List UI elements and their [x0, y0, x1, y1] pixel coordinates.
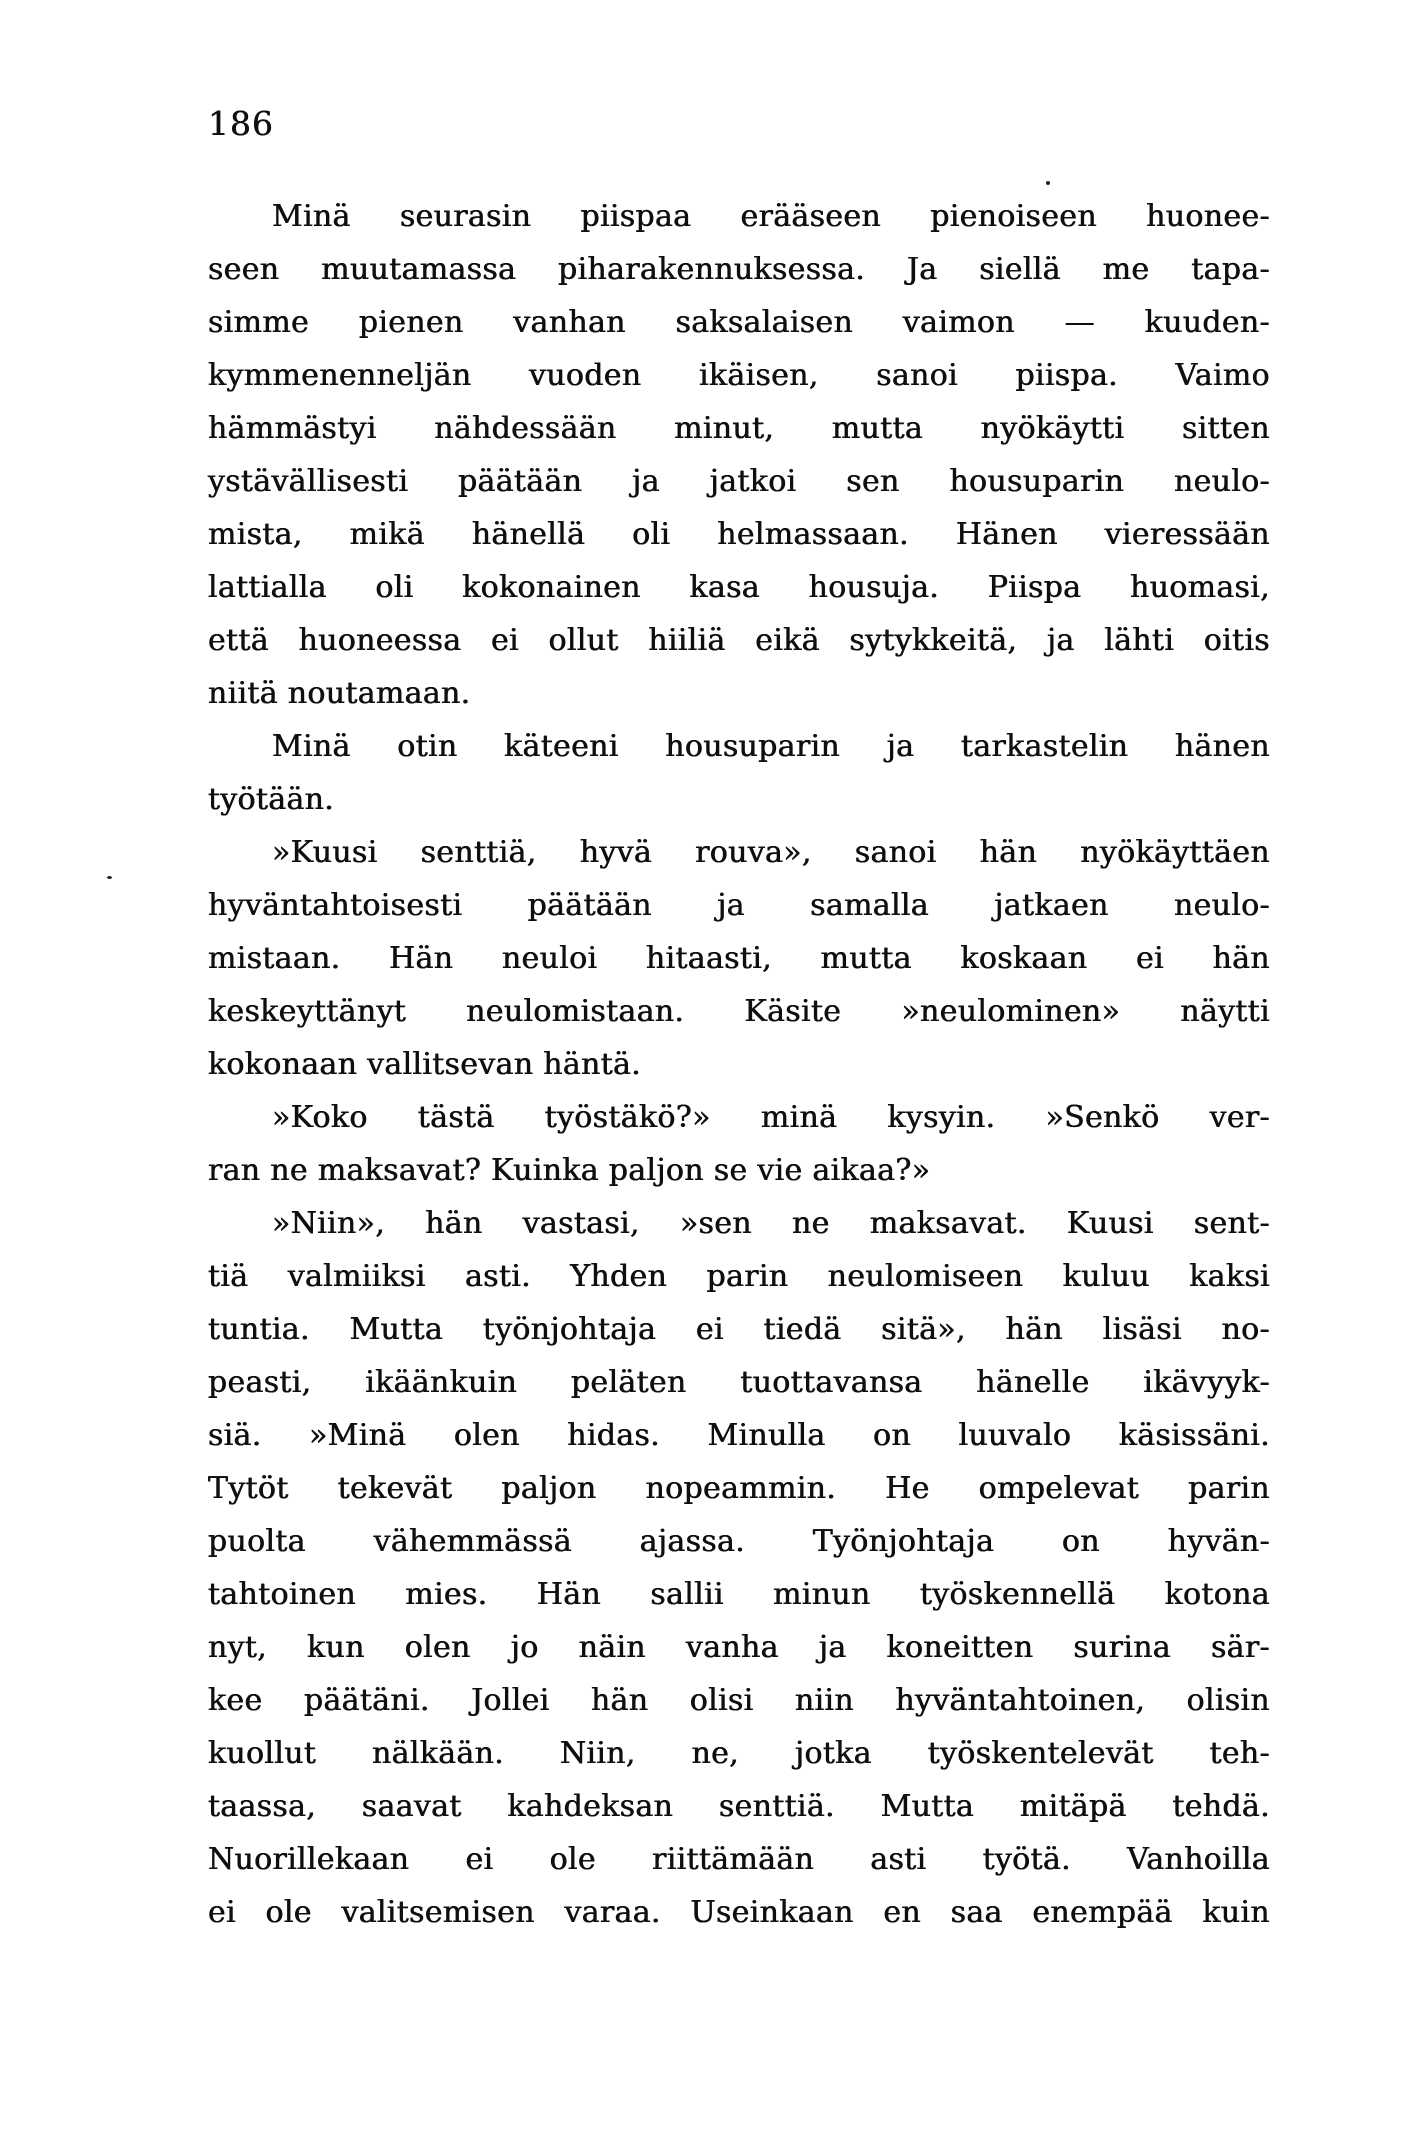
text-line: lattialla oli kokonainen kasa housuja. Piispa huomasi, [208, 570, 1270, 605]
text-line: että huoneessa ei ollut hiiliä eikä sytykkeitä, ja lähti oitis [208, 623, 1270, 658]
text-line: kee päätäni. Jollei hän olisi niin hyväntahtoinen, olisin [208, 1683, 1270, 1718]
text-line: niitä noutamaan. [208, 676, 471, 711]
text-line: mistaan. Hän neuloi hitaasti, mutta koskaan ei hän [208, 941, 1270, 976]
text-line: »Kuusi senttiä, hyvä rouva», sanoi hän nyökäyttäen [272, 835, 1270, 870]
text-line: tiä valmiiksi asti. Yhden parin neulomiseen kuluu kaksi [208, 1259, 1270, 1294]
text-line: kuollut nälkään. Niin, ne, jotka työskentelevät teh- [208, 1736, 1270, 1771]
page-number: 186 [208, 104, 274, 143]
text-line: hyväntahtoisesti päätään ja samalla jatkaen neulo- [208, 888, 1270, 923]
text-line: hämmästyi nähdessään minut, mutta nyökäytti sitten [208, 411, 1270, 446]
text-line: taassa, saavat kahdeksan senttiä. Mutta mitäpä tehdä. [208, 1789, 1270, 1824]
text-line: Tytöt tekevät paljon nopeammin. He ompelevat parin [208, 1471, 1270, 1506]
text-line: kokonaan vallitsevan häntä. [208, 1047, 642, 1082]
text-line: peasti, ikäänkuin peläten tuottavansa hänelle ikävyyk- [208, 1365, 1270, 1400]
text-line: »Niin», hän vastasi, »sen ne maksavat. Kuusi sent- [272, 1206, 1270, 1241]
text-line: siä. »Minä olen hidas. Minulla on luuvalo käsissäni. [208, 1418, 1270, 1453]
paragraph [208, 1091, 1270, 1197]
text-line: seen muutamassa piharakennuksessa. Ja siellä me tapa- [208, 252, 1270, 287]
text-line: tuntia. Mutta työnjohtaja ei tiedä sitä», hän lisäsi no- [208, 1312, 1270, 1347]
text-line: ei ole valitsemisen varaa. Useinkaan en saa enempää kuin [208, 1895, 1270, 1930]
paragraph [208, 720, 1270, 826]
text-block [208, 190, 1270, 1939]
text-line: kymmenenneljän vuoden ikäisen, sanoi piispa. Vaimo [208, 358, 1270, 393]
text-line: puolta vähemmässä ajassa. Työnjohtaja on hyvän- [208, 1524, 1270, 1559]
scan-speck [107, 876, 112, 879]
text-line: »Koko tästä työstäkö?» minä kysyin. »Senkö ver- [272, 1100, 1270, 1135]
text-line: keskeyttänyt neulomistaan. Käsite »neulominen» näytti [208, 994, 1270, 1029]
paragraph [208, 826, 1270, 1091]
text-line: nyt, kun olen jo näin vanha ja koneitten surina sär- [208, 1630, 1270, 1665]
text-line: työtään. [208, 782, 335, 817]
scan-speck [1046, 181, 1050, 185]
text-line: Minä seurasin piispaa erääseen pienoiseen huonee- [272, 199, 1270, 234]
paragraph [208, 190, 1270, 720]
text-line: ystävällisesti päätään ja jatkoi sen housuparin neulo- [208, 464, 1270, 499]
text-line: Minä otin käteeni housuparin ja tarkastelin hänen [272, 729, 1270, 764]
text-line: ran ne maksavat? Kuinka paljon se vie aikaa?» [208, 1153, 931, 1188]
text-line: Nuorillekaan ei ole riittämään asti työtä. Vanhoilla [208, 1842, 1270, 1877]
paragraph [208, 1197, 1270, 1939]
text-line: simme pienen vanhan saksalaisen vaimon — kuuden- [208, 305, 1270, 340]
text-line: tahtoinen mies. Hän sallii minun työskennellä kotona [208, 1577, 1270, 1612]
text-line: mista, mikä hänellä oli helmassaan. Hänen vieressään [208, 517, 1270, 552]
